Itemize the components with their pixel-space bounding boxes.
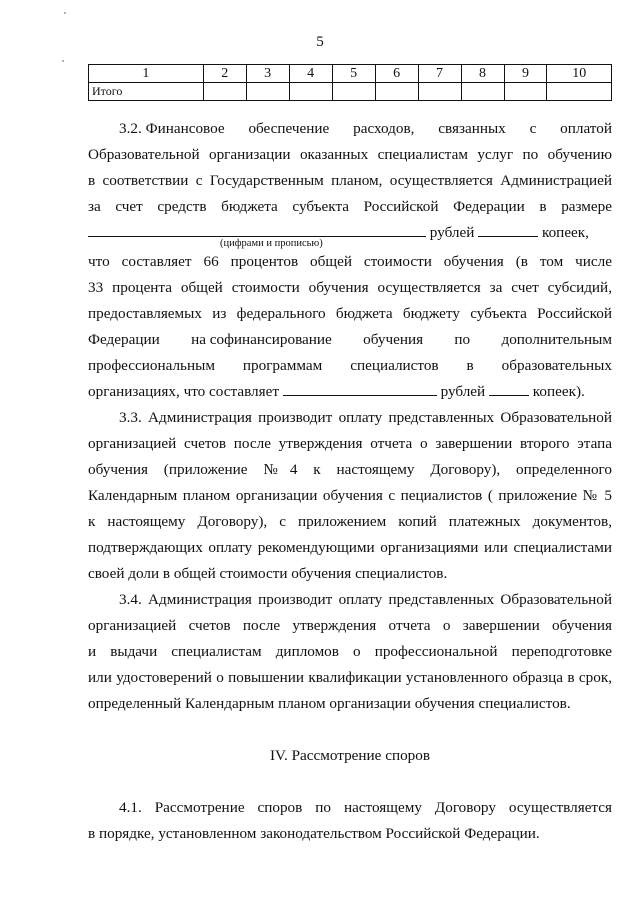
table-cell <box>375 83 418 101</box>
word: обучения <box>363 331 424 348</box>
word: программам <box>242 357 323 374</box>
p32-line-3: в соответствии с Государственным планом, осуществляется Администрацией <box>88 172 612 189</box>
word: 3.2. Финансовое <box>119 120 225 137</box>
text: организациях, что составляет <box>88 383 279 400</box>
amount-blank[interactable] <box>88 222 426 237</box>
page-number: 5 <box>316 34 324 50</box>
kop-label: копеек). <box>532 383 585 400</box>
p33-line-3: обучения (приложение №4 к настоящему Договору), определенного <box>88 461 612 478</box>
table-cell: 5 <box>332 65 375 83</box>
p32-line-9 <box>88 329 612 351</box>
p33-line-5: к настоящему Договору), с приложением копий платежных документов, <box>88 513 612 530</box>
table-cell <box>289 83 332 101</box>
p32-line-8: предоставляемых из федерального бюджета бюджету субъекта Российской <box>88 305 612 322</box>
word: по <box>454 331 471 348</box>
p34-line-3: и выдачи специалистам дипломов о профессиональной переподготовке <box>88 643 612 660</box>
p32-line-2: Образовательной организации оказанных специалистам услуг по обучению <box>88 146 612 163</box>
p33-line-1: 3.3. Администрация производит оплату представленных Образовательной <box>119 409 612 426</box>
table-cell <box>246 83 289 101</box>
p33-line-7: своей доли в общей стоимости обучения специалистов. <box>88 565 448 582</box>
table-cell <box>547 83 612 101</box>
rub-label: рублей <box>440 383 486 400</box>
kop-label: копеек, <box>541 224 589 241</box>
word: дополнительным <box>501 331 612 348</box>
table-cell: 10 <box>547 65 612 83</box>
word: в <box>466 357 474 374</box>
totals-table <box>88 64 612 101</box>
p32-line-1 <box>119 118 612 140</box>
p34-line-4: или удостоверений о повышении квалификации установленного образца в срок, <box>88 669 612 686</box>
p34-line-5: определенный Календарным планом организации обучения специалистов. <box>88 695 571 712</box>
table-cell: 2 <box>203 65 246 83</box>
table-cell: 1 <box>89 65 204 83</box>
table-cell: 7 <box>418 65 461 83</box>
p33-line-4: Календарным планом организации обучения с пециалистов ( приложение № 5 <box>88 487 612 504</box>
table-cell: 8 <box>461 65 504 83</box>
word: расходов, <box>353 120 415 137</box>
s4-line-2: в порядке, установленном законодательством Российской Федерации. <box>88 825 540 842</box>
p33-line-2: организацией счетов после утверждения отчета о завершении второго этапа <box>88 435 612 452</box>
p32-line-7: 33 процента общей стоимости обучения осуществляется за счет субсидий, <box>88 279 612 296</box>
p32-line-5 <box>88 222 612 244</box>
p32-line-6: что составляет 66 процентов общей стоимости обучения (в том числе <box>88 253 612 270</box>
kopeck-blank-2[interactable] <box>489 381 529 396</box>
p34-line-2: организацией счетов после утверждения отчета о завершении обучения <box>88 617 612 634</box>
table-header-row <box>89 65 612 83</box>
scan-speck <box>62 60 64 62</box>
table-cell <box>332 83 375 101</box>
table-cell: 3 <box>246 65 289 83</box>
word: оплатой <box>560 120 612 137</box>
p32-line-11 <box>88 381 612 403</box>
word: связанных <box>438 120 506 137</box>
table-row-label: Итого <box>89 83 204 101</box>
table-cell <box>418 83 461 101</box>
scan-speck <box>64 12 66 14</box>
word: с <box>529 120 537 137</box>
table-cell: 9 <box>504 65 547 83</box>
amount-hint: (цифрами и прописью) <box>220 238 323 249</box>
table-cell <box>203 83 246 101</box>
table-cell <box>461 83 504 101</box>
kopeck-blank[interactable] <box>478 222 538 237</box>
amount-blank-2[interactable] <box>283 381 437 396</box>
p32-line-4: за счет средств бюджета субъекта Российской Федерации в размере <box>88 198 612 215</box>
word: обеспечение <box>248 120 330 137</box>
p34-line-1: 3.4. Администрация производит оплату представленных Образовательной <box>119 591 612 608</box>
p32-line-10 <box>88 355 612 377</box>
table-cell <box>504 83 547 101</box>
word: Федерации <box>88 331 160 348</box>
word: на софинансирование <box>191 331 332 348</box>
p33-line-6: подтверждающих оплату рекомендующими организациями или специалистами <box>88 539 612 556</box>
section-heading: IV. Рассмотрение споров <box>269 747 431 764</box>
rub-label: рублей <box>429 224 475 241</box>
word: специалистов <box>350 357 439 374</box>
table-cell: 6 <box>375 65 418 83</box>
word: профессиональным <box>88 357 215 374</box>
table-cell: 4 <box>289 65 332 83</box>
table-row-total <box>89 83 612 101</box>
s4-line-1: 4.1. Рассмотрение споров по настоящему Договору осуществляется <box>119 799 612 816</box>
word: образовательных <box>501 357 612 374</box>
